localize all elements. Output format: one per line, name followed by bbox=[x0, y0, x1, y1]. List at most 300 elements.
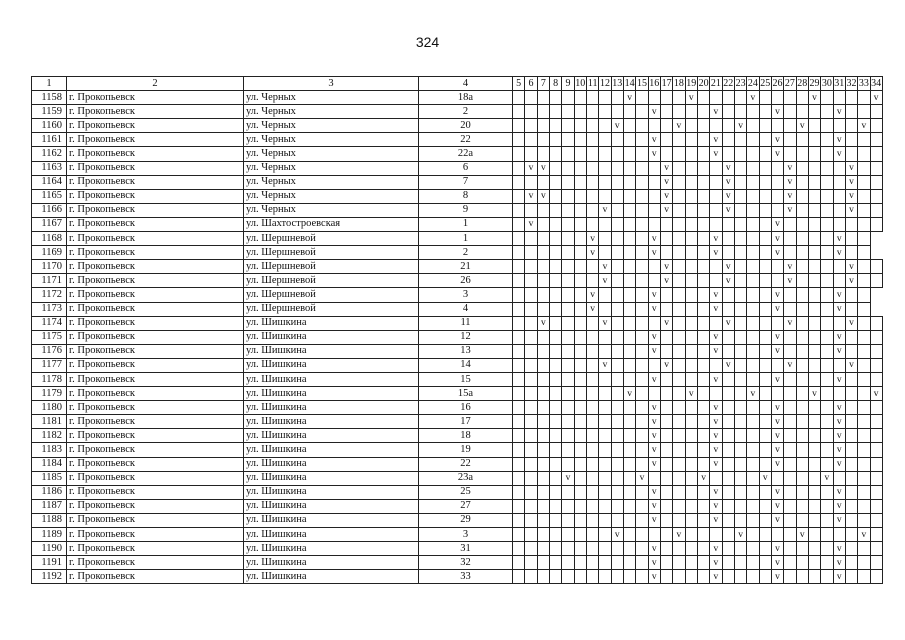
check-mark-cell bbox=[722, 457, 734, 471]
check-mark-cell bbox=[833, 316, 845, 330]
check-mark-cell bbox=[549, 499, 561, 513]
table-row bbox=[32, 429, 883, 443]
check-mark-cell bbox=[673, 91, 685, 105]
check-mark-cell bbox=[722, 415, 734, 429]
check-mark-cell bbox=[549, 161, 561, 175]
check-mark-cell bbox=[784, 344, 796, 358]
check-mark-cell: v bbox=[710, 513, 722, 527]
check-mark-cell bbox=[525, 358, 537, 372]
check-mark-cell bbox=[537, 105, 549, 119]
check-mark-cell: v bbox=[771, 485, 783, 499]
row-number-cell: 1164 bbox=[32, 175, 67, 189]
check-mark-cell bbox=[623, 217, 635, 231]
check-mark-cell bbox=[734, 387, 746, 401]
check-mark-cell bbox=[562, 415, 574, 429]
check-mark-cell bbox=[660, 401, 672, 415]
table-row bbox=[32, 288, 883, 302]
check-mark-cell bbox=[525, 288, 537, 302]
check-mark-cell: v bbox=[710, 330, 722, 344]
check-mark-cell bbox=[648, 260, 660, 274]
table-row bbox=[32, 274, 883, 288]
check-mark-cell bbox=[722, 91, 734, 105]
check-mark-cell bbox=[697, 302, 709, 316]
check-mark-cell bbox=[549, 302, 561, 316]
city-cell: г. Прокопьевск bbox=[67, 556, 244, 570]
check-mark-cell bbox=[574, 499, 586, 513]
check-mark-cell: v bbox=[710, 302, 722, 316]
check-mark-cell: v bbox=[525, 189, 537, 203]
check-mark-cell bbox=[759, 189, 771, 203]
check-mark-cell bbox=[845, 217, 857, 231]
check-mark-cell bbox=[685, 246, 697, 260]
row-number-cell: 1179 bbox=[32, 387, 67, 401]
check-mark-cell bbox=[623, 203, 635, 217]
check-mark-cell bbox=[697, 429, 709, 443]
check-mark-cell bbox=[870, 161, 882, 175]
check-mark-cell bbox=[525, 415, 537, 429]
row-number-cell: 1190 bbox=[32, 542, 67, 556]
check-mark-cell bbox=[549, 203, 561, 217]
check-mark-cell bbox=[562, 133, 574, 147]
check-mark-cell bbox=[858, 415, 870, 429]
city-cell: г. Прокопьевск bbox=[67, 499, 244, 513]
check-mark-cell bbox=[821, 344, 833, 358]
check-mark-cell bbox=[697, 330, 709, 344]
check-mark-cell bbox=[821, 429, 833, 443]
check-mark-cell bbox=[525, 387, 537, 401]
check-mark-cell bbox=[525, 471, 537, 485]
check-mark-cell bbox=[821, 485, 833, 499]
check-mark-cell: v bbox=[697, 471, 709, 485]
table-row bbox=[32, 542, 883, 556]
check-mark-cell bbox=[845, 232, 857, 246]
table-row bbox=[32, 260, 883, 274]
check-mark-cell bbox=[574, 161, 586, 175]
row-number-cell: 1180 bbox=[32, 401, 67, 415]
check-mark-cell bbox=[771, 358, 783, 372]
check-mark-cell bbox=[623, 344, 635, 358]
check-mark-cell bbox=[870, 401, 882, 415]
check-mark-cell bbox=[771, 119, 783, 133]
check-mark-cell bbox=[648, 358, 660, 372]
check-mark-cell bbox=[537, 288, 549, 302]
street-cell: ул. Шершневой bbox=[244, 302, 419, 316]
house-number-cell: 3 bbox=[419, 288, 513, 302]
header-cell-17: 17 bbox=[660, 77, 672, 91]
check-mark-cell: v bbox=[821, 471, 833, 485]
check-mark-cell bbox=[611, 542, 623, 556]
check-mark-cell: v bbox=[685, 387, 697, 401]
check-mark-cell bbox=[513, 499, 525, 513]
header-cell-26: 26 bbox=[771, 77, 783, 91]
check-mark-cell bbox=[784, 471, 796, 485]
check-mark-cell bbox=[562, 288, 574, 302]
check-mark-cell bbox=[697, 401, 709, 415]
check-mark-cell bbox=[586, 542, 598, 556]
check-mark-cell bbox=[599, 443, 611, 457]
check-mark-cell: v bbox=[660, 260, 672, 274]
check-mark-cell bbox=[562, 387, 574, 401]
check-mark-cell bbox=[734, 91, 746, 105]
check-mark-cell: v bbox=[710, 415, 722, 429]
check-mark-cell bbox=[574, 513, 586, 527]
check-mark-cell bbox=[747, 499, 759, 513]
check-mark-cell bbox=[525, 105, 537, 119]
house-number-cell: 23а bbox=[419, 471, 513, 485]
check-mark-cell bbox=[833, 119, 845, 133]
city-cell: г. Прокопьевск bbox=[67, 203, 244, 217]
table-row bbox=[32, 570, 883, 584]
data-table bbox=[31, 76, 883, 584]
check-mark-cell bbox=[513, 443, 525, 457]
check-mark-cell bbox=[525, 457, 537, 471]
check-mark-cell bbox=[673, 302, 685, 316]
check-mark-cell: v bbox=[710, 499, 722, 513]
check-mark-cell bbox=[808, 344, 820, 358]
check-mark-cell bbox=[673, 203, 685, 217]
check-mark-cell bbox=[821, 161, 833, 175]
check-mark-cell bbox=[574, 203, 586, 217]
check-mark-cell bbox=[796, 246, 808, 260]
check-mark-cell bbox=[636, 401, 648, 415]
check-mark-cell bbox=[821, 147, 833, 161]
check-mark-cell bbox=[549, 330, 561, 344]
check-mark-cell: v bbox=[599, 358, 611, 372]
check-mark-cell bbox=[636, 260, 648, 274]
check-mark-cell bbox=[660, 147, 672, 161]
check-mark-cell bbox=[574, 372, 586, 386]
check-mark-cell bbox=[734, 415, 746, 429]
check-mark-cell bbox=[734, 401, 746, 415]
check-mark-cell: v bbox=[845, 358, 857, 372]
check-mark-cell bbox=[537, 513, 549, 527]
check-mark-cell bbox=[710, 161, 722, 175]
check-mark-cell bbox=[685, 372, 697, 386]
check-mark-cell bbox=[821, 175, 833, 189]
check-mark-cell bbox=[796, 471, 808, 485]
check-mark-cell bbox=[673, 542, 685, 556]
check-mark-cell bbox=[808, 175, 820, 189]
check-mark-cell bbox=[870, 260, 882, 274]
check-mark-cell bbox=[858, 429, 870, 443]
check-mark-cell bbox=[858, 330, 870, 344]
table-row bbox=[32, 203, 883, 217]
check-mark-cell bbox=[845, 429, 857, 443]
check-mark-cell bbox=[562, 542, 574, 556]
check-mark-cell bbox=[549, 358, 561, 372]
check-mark-cell bbox=[599, 189, 611, 203]
check-mark-cell: v bbox=[648, 443, 660, 457]
check-mark-cell bbox=[870, 372, 882, 386]
street-cell: ул. Шершневой bbox=[244, 260, 419, 274]
check-mark-cell bbox=[845, 330, 857, 344]
header-cell-33: 33 bbox=[858, 77, 870, 91]
check-mark-cell bbox=[833, 387, 845, 401]
check-mark-cell: v bbox=[660, 175, 672, 189]
row-number-cell: 1189 bbox=[32, 528, 67, 542]
house-number-cell: 26 bbox=[419, 274, 513, 288]
check-mark-cell bbox=[673, 274, 685, 288]
check-mark-cell: v bbox=[747, 91, 759, 105]
check-mark-cell bbox=[808, 274, 820, 288]
check-mark-cell bbox=[636, 372, 648, 386]
check-mark-cell bbox=[784, 429, 796, 443]
check-mark-cell bbox=[808, 513, 820, 527]
check-mark-cell bbox=[858, 471, 870, 485]
check-mark-cell bbox=[537, 471, 549, 485]
check-mark-cell bbox=[574, 232, 586, 246]
check-mark-cell bbox=[549, 415, 561, 429]
check-mark-cell bbox=[574, 415, 586, 429]
check-mark-cell: v bbox=[833, 513, 845, 527]
check-mark-cell bbox=[808, 302, 820, 316]
check-mark-cell bbox=[513, 429, 525, 443]
check-mark-cell bbox=[636, 246, 648, 260]
house-number-cell: 20 bbox=[419, 119, 513, 133]
check-mark-cell bbox=[796, 457, 808, 471]
header-cell-18: 18 bbox=[673, 77, 685, 91]
row-number-cell: 1178 bbox=[32, 372, 67, 386]
check-mark-cell: v bbox=[648, 457, 660, 471]
check-mark-cell bbox=[722, 528, 734, 542]
check-mark-cell bbox=[858, 542, 870, 556]
check-mark-cell bbox=[525, 344, 537, 358]
check-mark-cell: v bbox=[537, 189, 549, 203]
check-mark-cell bbox=[833, 358, 845, 372]
check-mark-cell bbox=[537, 217, 549, 231]
check-mark-cell bbox=[771, 161, 783, 175]
check-mark-cell: v bbox=[784, 316, 796, 330]
check-mark-cell bbox=[611, 203, 623, 217]
check-mark-cell bbox=[623, 471, 635, 485]
check-mark-cell bbox=[636, 316, 648, 330]
check-mark-cell bbox=[599, 91, 611, 105]
check-mark-cell bbox=[845, 528, 857, 542]
header-cell-25: 25 bbox=[759, 77, 771, 91]
check-mark-cell bbox=[574, 485, 586, 499]
check-mark-cell bbox=[525, 443, 537, 457]
check-mark-cell bbox=[759, 499, 771, 513]
check-mark-cell bbox=[586, 528, 598, 542]
check-mark-cell: v bbox=[796, 528, 808, 542]
check-mark-cell bbox=[611, 147, 623, 161]
check-mark-cell bbox=[821, 372, 833, 386]
check-mark-cell: v bbox=[722, 175, 734, 189]
check-mark-cell bbox=[549, 457, 561, 471]
check-mark-cell bbox=[586, 443, 598, 457]
check-mark-cell bbox=[845, 513, 857, 527]
check-mark-cell bbox=[673, 415, 685, 429]
check-mark-cell bbox=[734, 105, 746, 119]
check-mark-cell bbox=[537, 570, 549, 584]
city-cell: г. Прокопьевск bbox=[67, 119, 244, 133]
check-mark-cell bbox=[549, 260, 561, 274]
check-mark-cell: v bbox=[833, 542, 845, 556]
header-cell-34: 34 bbox=[870, 77, 882, 91]
check-mark-cell bbox=[784, 401, 796, 415]
check-mark-cell: v bbox=[722, 260, 734, 274]
check-mark-cell bbox=[513, 133, 525, 147]
check-mark-cell bbox=[722, 570, 734, 584]
check-mark-cell bbox=[870, 443, 882, 457]
check-mark-cell bbox=[525, 513, 537, 527]
check-mark-cell bbox=[759, 570, 771, 584]
check-mark-cell bbox=[586, 147, 598, 161]
check-mark-cell bbox=[623, 316, 635, 330]
check-mark-cell bbox=[636, 344, 648, 358]
street-cell: ул. Шишкина bbox=[244, 471, 419, 485]
check-mark-cell bbox=[513, 274, 525, 288]
street-cell: ул. Черных bbox=[244, 119, 419, 133]
check-mark-cell: v bbox=[660, 274, 672, 288]
check-mark-cell bbox=[870, 528, 882, 542]
check-mark-cell bbox=[599, 528, 611, 542]
check-mark-cell: v bbox=[660, 161, 672, 175]
check-mark-cell bbox=[734, 330, 746, 344]
check-mark-cell bbox=[660, 105, 672, 119]
row-number-cell: 1170 bbox=[32, 260, 67, 274]
check-mark-cell bbox=[562, 232, 574, 246]
check-mark-cell bbox=[599, 485, 611, 499]
header-cell-30: 30 bbox=[821, 77, 833, 91]
check-mark-cell bbox=[821, 570, 833, 584]
check-mark-cell bbox=[734, 232, 746, 246]
check-mark-cell bbox=[685, 175, 697, 189]
check-mark-cell bbox=[562, 274, 574, 288]
check-mark-cell: v bbox=[611, 528, 623, 542]
house-number-cell: 11 bbox=[419, 316, 513, 330]
check-mark-cell bbox=[759, 246, 771, 260]
check-mark-cell: v bbox=[845, 189, 857, 203]
check-mark-cell bbox=[660, 471, 672, 485]
check-mark-cell bbox=[759, 429, 771, 443]
check-mark-cell bbox=[660, 119, 672, 133]
check-mark-cell bbox=[796, 147, 808, 161]
check-mark-cell bbox=[636, 288, 648, 302]
check-mark-cell bbox=[685, 542, 697, 556]
check-mark-cell bbox=[623, 119, 635, 133]
header-cell-1: 1 bbox=[32, 77, 67, 91]
header-cell-2: 2 bbox=[67, 77, 244, 91]
check-mark-cell bbox=[562, 175, 574, 189]
check-mark-cell bbox=[759, 556, 771, 570]
check-mark-cell bbox=[796, 288, 808, 302]
check-mark-cell bbox=[525, 499, 537, 513]
check-mark-cell bbox=[513, 302, 525, 316]
header-cell-19: 19 bbox=[685, 77, 697, 91]
check-mark-cell bbox=[685, 217, 697, 231]
check-mark-cell bbox=[808, 217, 820, 231]
city-cell: г. Прокопьевск bbox=[67, 330, 244, 344]
check-mark-cell bbox=[525, 401, 537, 415]
check-mark-cell bbox=[537, 528, 549, 542]
check-mark-cell bbox=[710, 316, 722, 330]
check-mark-cell bbox=[722, 499, 734, 513]
street-cell: ул. Черных bbox=[244, 161, 419, 175]
check-mark-cell bbox=[673, 147, 685, 161]
check-mark-cell bbox=[673, 330, 685, 344]
check-mark-cell: v bbox=[648, 570, 660, 584]
table-row bbox=[32, 387, 883, 401]
check-mark-cell bbox=[562, 161, 574, 175]
check-mark-cell: v bbox=[710, 556, 722, 570]
check-mark-cell bbox=[734, 499, 746, 513]
check-mark-cell bbox=[525, 316, 537, 330]
check-mark-cell bbox=[636, 443, 648, 457]
check-mark-cell bbox=[599, 387, 611, 401]
check-mark-cell bbox=[586, 457, 598, 471]
check-mark-cell bbox=[808, 570, 820, 584]
check-mark-cell bbox=[759, 485, 771, 499]
header-cell-4: 4 bbox=[419, 77, 513, 91]
table-row bbox=[32, 499, 883, 513]
table-row bbox=[32, 217, 883, 231]
check-mark-cell: v bbox=[722, 203, 734, 217]
check-mark-cell bbox=[673, 471, 685, 485]
city-cell: г. Прокопьевск bbox=[67, 288, 244, 302]
check-mark-cell: v bbox=[734, 119, 746, 133]
check-mark-cell bbox=[611, 217, 623, 231]
check-mark-cell: v bbox=[771, 570, 783, 584]
check-mark-cell bbox=[784, 415, 796, 429]
check-mark-cell bbox=[549, 232, 561, 246]
check-mark-cell bbox=[759, 415, 771, 429]
check-mark-cell bbox=[562, 528, 574, 542]
check-mark-cell bbox=[796, 556, 808, 570]
check-mark-cell: v bbox=[833, 372, 845, 386]
check-mark-cell bbox=[722, 330, 734, 344]
table-row bbox=[32, 457, 883, 471]
check-mark-cell bbox=[513, 260, 525, 274]
check-mark-cell: v bbox=[858, 119, 870, 133]
table-row bbox=[32, 105, 883, 119]
check-mark-cell bbox=[537, 443, 549, 457]
check-mark-cell: v bbox=[771, 288, 783, 302]
check-mark-cell bbox=[599, 232, 611, 246]
street-cell: ул. Черных bbox=[244, 203, 419, 217]
check-mark-cell bbox=[562, 457, 574, 471]
check-mark-cell bbox=[759, 288, 771, 302]
check-mark-cell bbox=[796, 203, 808, 217]
check-mark-cell bbox=[660, 232, 672, 246]
table-body bbox=[32, 91, 883, 584]
check-mark-cell bbox=[697, 133, 709, 147]
check-mark-cell bbox=[710, 175, 722, 189]
check-mark-cell: v bbox=[833, 401, 845, 415]
check-mark-cell: v bbox=[833, 232, 845, 246]
check-mark-cell bbox=[549, 528, 561, 542]
table-row bbox=[32, 401, 883, 415]
city-cell: г. Прокопьевск bbox=[67, 246, 244, 260]
check-mark-cell bbox=[574, 189, 586, 203]
check-mark-cell bbox=[623, 161, 635, 175]
check-mark-cell bbox=[821, 358, 833, 372]
check-mark-cell bbox=[549, 105, 561, 119]
check-mark-cell bbox=[833, 528, 845, 542]
check-mark-cell bbox=[599, 119, 611, 133]
check-mark-cell: v bbox=[673, 119, 685, 133]
check-mark-cell bbox=[525, 133, 537, 147]
check-mark-cell bbox=[648, 316, 660, 330]
check-mark-cell bbox=[549, 288, 561, 302]
check-mark-cell bbox=[722, 471, 734, 485]
check-mark-cell bbox=[685, 161, 697, 175]
check-mark-cell bbox=[858, 189, 870, 203]
check-mark-cell: v bbox=[771, 232, 783, 246]
check-mark-cell bbox=[784, 542, 796, 556]
check-mark-cell: v bbox=[771, 330, 783, 344]
check-mark-cell bbox=[599, 401, 611, 415]
